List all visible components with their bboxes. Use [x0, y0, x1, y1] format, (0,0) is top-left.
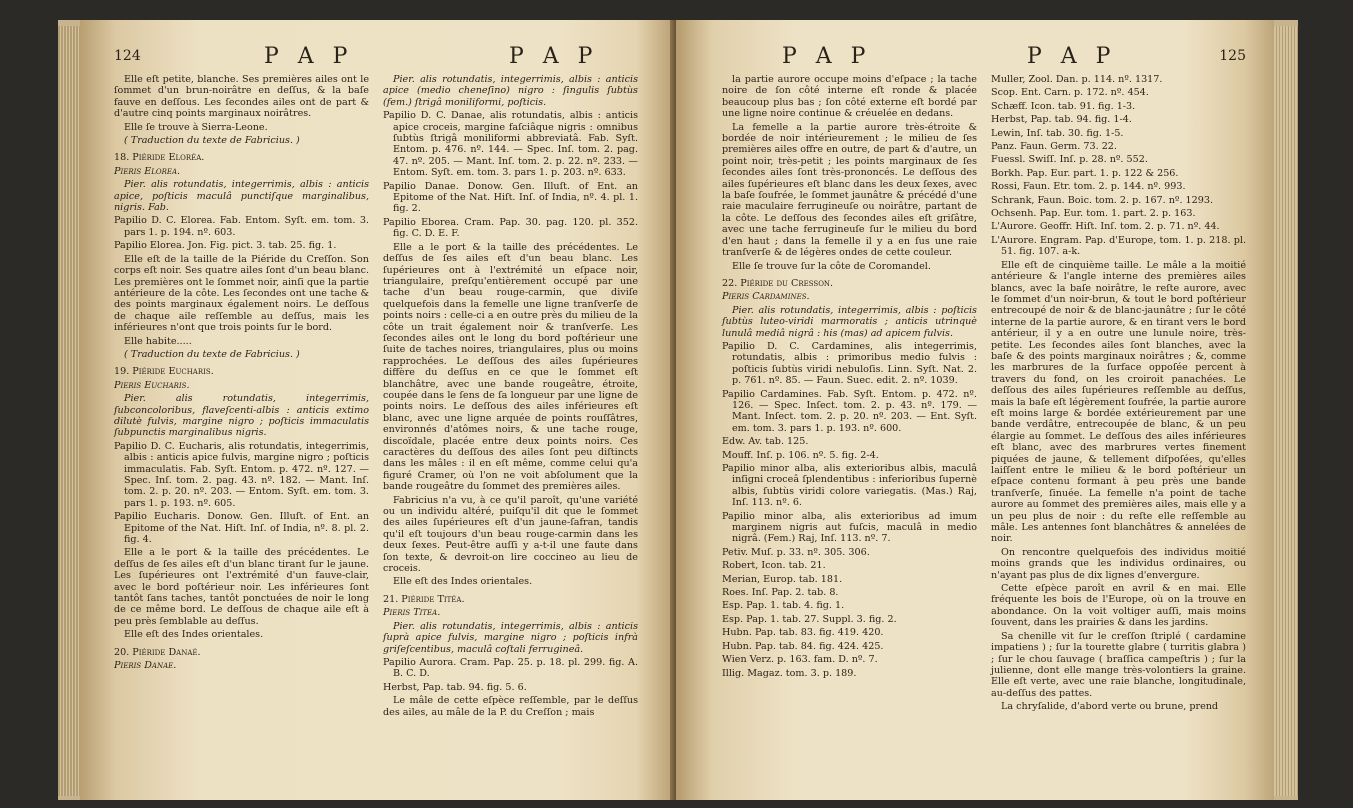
left-page — [80, 20, 678, 800]
left-running-head: P A P — [264, 44, 354, 69]
text-block-ref: Illig. Magaz. tom. 3. p. 189. — [722, 667, 857, 679]
right-column-2 — [991, 74, 1246, 715]
text-block-ref: Papilio Elorea. Jon. Fig. pict. 3. tab. 25. fig. 1. — [114, 240, 337, 252]
text-block-p: Fabricius n'a vu, à ce qu'il paroît, qu'une variété ou un individu altéré, puiſqu'il dit que le ſommet des ailes ſupérieures eſt d'un jaune-ſafran, tandis qu'il eſt toujours d'un beau rouge-carmin dans les deux ſexes. Peut-être auſſi y a-t-il une faute dans ſon texte, & devroit-on lire coccineo au lieu de croceis. — [383, 494, 638, 575]
right-page-number: 125 — [1219, 48, 1246, 64]
text-block-ref: Borkh. Pap. Eur. part. 1. p. 122 & 256. — [991, 167, 1179, 179]
left-page-edges — [58, 26, 82, 796]
text-block-ref: Ochsenh. Pap. Eur. tom. 1. part. 2. p. 163. — [991, 208, 1196, 220]
text-block-diag: Pier. alis rotundatis, integerrimis, albis : anticis apice (medio cheneſino) nigro : ſingulis ſubtùs (fem.) ſtrigâ moniliformi, poſticis. — [383, 74, 638, 108]
text-block-ref: Robert, Icon. tab. 21. — [722, 560, 826, 572]
left-page-number: 124 — [114, 48, 141, 64]
text-block-ref: Herbst, Pap. tab. 94. fig. 1-4. — [991, 114, 1132, 126]
open-book — [58, 20, 1298, 800]
text-block-sec: 21. Piéride Titéa. — [383, 593, 465, 605]
text-block-ref: Edw. Av. tab. 125. — [722, 436, 809, 448]
text-block-ref: Herbst, Pap. tab. 94. fig. 5. 6. — [383, 681, 527, 693]
text-block-p: La femelle a la partie aurore très-étroite & bordée de noir intérieurement ; le milieu de ſes premières ailes offre en outre, de part & d'autre, un point noir, très-petit ; les points marginaux de ſes ſecondes ailes ſont très-prononcés. Le deſſous des ailes ſupérieures eſt blanc dans les deux ſexes, avec la baſe ſoufrée, le ſommet jaunâtre & précédé d'une raie maculaire ferrugineuſe ou noirâtre, partant de la côte. Le deſſous des ſecondes ailes eſt griſâtre, avec une tache ferrugineuſe ſur le milieu du bord d'en haut ; dans la femelle il y a en ſus une raie tranſverſe & de légères ondes de cette couleur. — [722, 121, 977, 259]
text-block-ref: Papilio Eborea. Cram. Pap. 30. pag. 120. pl. 352. fig. C. D. E. F. — [383, 216, 638, 240]
text-block-p: la partie aurore occupe moins d'eſpace ; la tache noire de ſon côté interne eſt ronde & placée beaucoup plus bas ; ſon côté externe eſt bordé par une ligne noire continue & créuelée en dedans. — [722, 74, 977, 120]
text-block-ref: Papilio D. C. Danae, alis rotundatis, albis : anticis apice croceis, margine faſciâque nigris : omnibus ſubtùs ſtrigâ moniliformi abbreviatâ. Fab. Syſt. Entom. p. 476. nº. 144. — Spec. Inſ. tom. 2. pag. 47. nº. 205. — Mant. Inſ. tom. 2. p. 22. nº. 233. — Entom. Syſt. em. tom. 3. pars 1. p. 203. nº. 633. — [383, 110, 638, 179]
text-block-ref: L'Aurore. Engram. Pap. d'Europe, tom. 1. p. 218. pl. 51. fig. 107. a-k. — [991, 234, 1246, 258]
text-block-ref: Panz. Faun. Germ. 73. 22. — [991, 141, 1117, 153]
text-block-p: Elle habite..... — [124, 335, 192, 347]
text-block-p: Sa chenille vit ſur le creſſon ſtriplé ( cardamine impatiens ) ; ſur la tourette glabre ( turritis glabra ) ; ſur le chou ſauvage ( braſſica campeſtris ) ; ſur la julienne, dont elle mange très-volontiers la graine. Elle eſt verte, avec une raie blanche, longitudinale, au-deſſus des pattes. — [991, 630, 1246, 699]
text-block-p: Elle a le port & la taille des précédentes. Le deſſus de ſes ailes eſt d'un beau blanc. Les ſupérieures ont à l'extrémité un eſpace noir, triangulaire, preſqu'entièrement occupé par une tache d'un beau rouge-carmin, que diviſe quelquefois dans la femelle une ligne tranſverſe de points noirs : celle-ci a en outre près du milieu de la côte un trait également noir & tranſverſe. Les ſecondes ailes ont le long du bord poſtérieur une ſuite de taches noires, triangulaires, plus ou moins rapprochées. Le deſſous des ailes ſupérieures diffère du deſſus en ce que le ſommet eſt blanchâtre, avec une bande rougeâtre, étroite, coupée dans le ſens de ſa longueur par une ligne de points noirs. Le deſſous des ailes inférieures eſt blanc, avec une ligne arquée de points rouſſâtres, environnés d'atômes noirs, & une tache rouge, discoïdale, placée entre deux points noirs. Ces caractères du deſſous des ailes ſont peu diſtincts dans les mâles : il en eſt même, comme celui qu'a figuré Cramer, où l'on ne voit abſolument que la bande rougeâtre du ſommet des premières ailes. — [383, 241, 638, 493]
text-block-diag: Pier. alis rotundatis, integerrimis, albis : anticis apice, poſticis maculâ punctiſque marginalibus, nigris. Fab. — [114, 179, 369, 214]
text-block-ref: Wien Verz. p. 163. fam. D. nº. 7. — [722, 654, 878, 666]
text-block-p: Elle ſe trouve ſur la côte de Coromandel. — [732, 260, 931, 272]
text-block-ref: Lewin, Inſ. tab. 30. fig. 1-5. — [991, 127, 1124, 139]
right-column-1 — [722, 74, 977, 715]
text-block-ref: Papilio Cardamines. Fab. Syſt. Entom. p. 472. nº. 126. — Spec. Inſect. tom. 2. p. 43. nº. 179. — Mant. Inſect. tom. 2. p. 20. nº. 203. — Ent. Syſt. em. tom. 3. pars 1. p. 193. nº. 600. — [722, 388, 977, 434]
text-block-sec: 22. Piéride du Creſſon. — [722, 277, 834, 289]
text-block-ref: Rossi, Faun. Etr. tom. 2. p. 144. nº. 993. — [991, 181, 1186, 193]
text-block-ref: Merian, Europ. tab. 181. — [722, 573, 843, 585]
text-block-p: On rencontre quelquefois des individus moitié moins grands que les individus ordinaires, ou n'ayant pas plus de dix lignes d'envergure. — [991, 546, 1246, 581]
text-block-ref: Mouff. Inſ. p. 106. nº. 5. fig. 2-4. — [722, 449, 879, 461]
text-block-p: La chryſalide, d'abord verte ou brune, prend — [1001, 701, 1219, 713]
text-block-ref: Papilio D. C. Cardamines, alis integerrimis, rotundatis, albis : primoribus medio fulvis : poſticis ſubtùs viridi nebuloſis. Linn. Syſt. Nat. 2. p. 761. nº. 85. — Faun. Suec. edit. 2. nº. 1039. — [722, 340, 977, 387]
text-block-ref: Papilio minor alba, alis exterioribus albis, maculâ inſigni croceâ ſplendentibus : inferioribus ſupernè albis, ſubtùs viridi colore variegatis. (Mas.) Raj, Inſ. 113. nº. 6. — [722, 463, 977, 509]
text-block-sec: 20. Piéride Danaé. — [114, 646, 201, 658]
text-block-name: Pieris Titea. — [383, 607, 441, 619]
text-block-ref: Papilio D. C. Elorea. Fab. Entom. Syſt. em. tom. 3. pars 1. p. 194. nº. 603. — [114, 215, 369, 238]
text-block-ref: Hubn. Pap. tab. 83. fig. 419. 420. — [722, 627, 884, 639]
text-block-note: ( Traduction du texte de Fabricius. ) — [124, 348, 300, 360]
text-block-ref: Papilio Eucharis. Donow. Gen. Illuſt. of Ent. an Epitome of the Nat. Hiſt. Inſ. of India, nº. 8. pl. 2. fig. 4. — [114, 511, 369, 546]
text-block-ref: Fuessl. Swiſſ. Inſ. p. 28. nº. 552. — [991, 154, 1148, 166]
text-block-ref: Hubn. Pap. tab. 84. fig. 424. 425. — [722, 640, 884, 652]
right-running-head: P A P — [782, 44, 872, 69]
text-block-ref: Papilio Danae. Donow. Gen. Illuſt. of Ent. an Epitome of the Nat. Hiſt. Inſ. of India, nº. 4. pl. 1. fig. 2. — [383, 180, 638, 215]
text-block-p: Elle eſt petite, blanche. Ses premières ailes ont le ſommet d'un brun-noirâtre en deſſus, & la baſe fauve en deſſous. Les ſecondes ailes ont de part & d'autre cinq points marginaux noirâtres. — [114, 74, 369, 120]
text-block-name: Pieris Eucharis. — [114, 379, 190, 391]
left-column-1 — [114, 74, 369, 720]
text-block-diag: Pier. alis rotundatis, integerrimis, albis : anticis ſuprà apice fulvis, margine nigro ; poſticis infrà griſeſcentibus, maculâ coſtali ferrugineâ. — [383, 620, 638, 655]
text-block-sec: 19. Piéride Eucharis. — [114, 366, 214, 378]
text-block-ref: Scop. Ent. Carn. p. 172. nº. 454. — [991, 87, 1149, 99]
text-block-name: Pieris Cardamines. — [722, 291, 810, 303]
text-block-p: Elle eſt des Indes orientales. — [124, 629, 264, 641]
text-block-ref: Schrank, Faun. Boic. tom. 2. p. 167. nº. 1293. — [991, 194, 1214, 206]
left-page-header — [114, 44, 638, 74]
text-block-ref: Petiv. Muſ. p. 33. nº. 305. 306. — [722, 546, 870, 558]
text-block-diag: Pier. alis rotundatis, integerrimis, ſubconcoloribus, flaveſcenti-albis : anticis extimo dilutè fulvis, margine nigro ; poſticis immaculatis ſubpunctis marginalibus nigris. — [114, 393, 369, 439]
text-block-ref: Schæff. Icon. tab. 91. fig. 1-3. — [991, 100, 1136, 112]
text-block-ref: Esp. Pap. 1. tab. 27. Suppl. 3. fig. 2. — [722, 613, 897, 625]
right-running-head-col2: P A P — [1027, 44, 1117, 69]
text-block-p: Cette eſpèce paroît en avril & en mai. Elle fréquente les bois de l'Europe, où on la trouve en abondance. On la voit voltiger auſſi, mais moins ſouvent, dans les prairies & dans les jardins. — [991, 583, 1246, 629]
text-block-ref: Roes. Inſ. Pap. 2. tab. 8. — [722, 587, 839, 599]
text-block-diag: Pier. alis rotundatis, integerrimis, albis : poſticis ſubtùs luteo-viridi marmoratis ; anticis utrinquè lunulâ mediâ nigrâ : his (mas) ad apicem fulvis. — [722, 304, 977, 339]
right-page-edges — [1274, 26, 1298, 796]
text-block-ref: Papilio D. C. Eucharis, alis rotundatis, integerrimis, albis : anticis apice fulvis, margine nigro ; poſticis immaculatis. Fab. Syſt. Entom. p. 472. nº. 127. — Spec. Inſ. tom. 2. pag. 43. nº. 182. — Mant. Inſ. tom. 2. p. 20. nº. 203. — Entom. Syſt. em. tom. 3. pars 1. p. 193. nº. 605. — [114, 440, 369, 509]
text-block-ref: Papilio minor alba, alis exterioribus ad imum marginem nigris aut fuſcis, maculâ in medio nigrâ. (Fem.) Raj, Inſ. 113. nº. 7. — [722, 510, 977, 545]
left-running-head-col2: P A P — [509, 44, 599, 69]
text-block-name: Pieris Danae. — [114, 660, 177, 672]
text-block-ref: L'Aurore. Geoffr. Hiſt. Inſ. tom. 2. p. 71. nº. 44. — [991, 221, 1220, 233]
text-block-p: Elle ſe trouve à Sierra-Leone. — [124, 121, 268, 133]
text-block-name: Pieris Elorea. — [114, 165, 181, 177]
left-column-2 — [383, 74, 638, 720]
text-block-ref: Muller, Zool. Dan. p. 114. nº. 1317. — [991, 74, 1163, 85]
text-block-note: ( Traduction du texte de Fabricius. ) — [124, 135, 300, 147]
right-page-header — [722, 44, 1246, 74]
text-block-p: Elle a le port & la taille des précédentes. Le deſſus de ſes ailes eſt d'un blanc tirant ſur le jaune. Les ſupérieures ont l'extrémité d'un fauve-clair, avec le bord poſtérieur noir. Les inférieures ſont tantôt ſans taches, tantôt ponctuées de noir le long de ce même bord. Le deſſous de chaque aile eſt à peu près ſemblable au deſſus. — [114, 547, 369, 627]
text-block-p: Elle eſt de la taille de la Piéride du Creſſon. Son corps eſt noir. Ses quatre ailes ſont d'un beau blanc. Les premières ont le ſommet noir, ainſi que la partie antérieure de la côte. Les ſecondes ont une tache & des points marginaux également noirs. Le deſſous de chaque aile reſſemble au deſſus, mais les inférieures n'ont que trois points ſur le bord. — [114, 253, 369, 334]
text-block-p: Le mâle de cette eſpèce reſſemble, par le deſſus des ailes, au mâle de la P. du Creſſon ; mais — [383, 695, 638, 718]
right-page — [676, 20, 1274, 800]
text-block-p: Elle eſt des Indes orientales. — [393, 576, 533, 588]
text-block-ref: Papilio Aurora. Cram. Pap. 25. p. 18. pl. 299. fig. A. B. C. D. — [383, 656, 638, 680]
text-block-ref: Esp. Pap. 1. tab. 4. fig. 1. — [722, 600, 845, 612]
text-block-sec: 18. Piéride Eloréa. — [114, 152, 205, 164]
text-block-p: Elle eſt de cinquième taille. Le mâle a la moitié antérieure & l'angle interne des premières ailes blancs, avec la baſe noirâtre, le reſte aurore, avec le ſommet d'un noir-brun, & tout le bord poſtérieur entrecoupé de noir & de blanc-jaunâtre ; ſur le côté interne de la partie aurore, & en tirant vers le bord antérieur, il y a en outre une lunule noire, très-petite. Les ſecondes ailes ſont blanches, avec la baſe & des points marginaux noirâtres ; &, comme les marbrures de la ſurface oppoſée percent à travers du fond, on les croiroit panachées. Le deſſous des ailes ſupérieures reſſemble au deſſus, mais la baſe eſt légèrement ſoufrée, la partie aurore eſt moins large & bordée extérieurement par une bande verdâtre, entrecoupée de blanc, & un peu élargie au ſommet. Le deſſous des ailes inférieures eſt blanc, avec des marbrures vertes finement piquées de jaune, & tellement diſpoſées, qu'elles laiſſent entre le milieu & le bord poſtérieur un eſpace contenu formant à peu près une bande tranſverſe, ſinuée. La femelle n'a point de tache aurore au ſommet des premières ailes, mais elle y a un peu plus de noir : du reſte elle reſſemble au mâle. Les antennes ſont blanchâtres & annelées de noir. — [991, 259, 1246, 545]
